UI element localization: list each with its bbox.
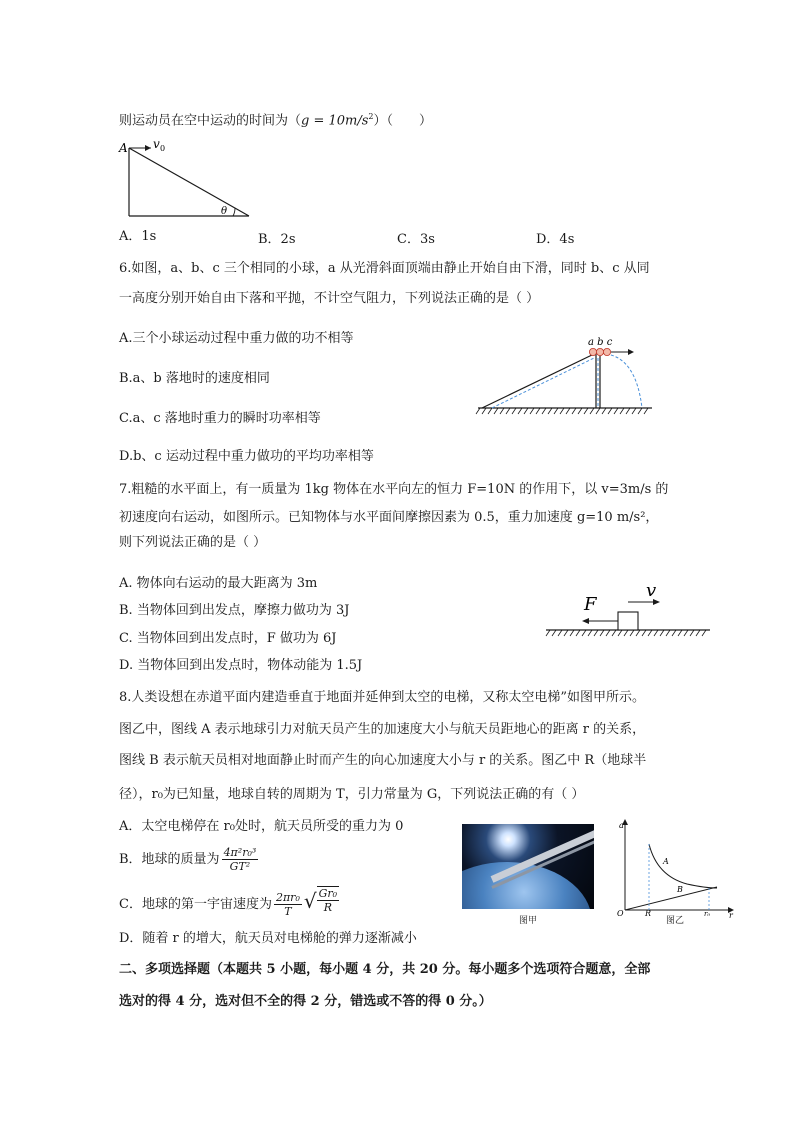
graph-label-origin: O [617, 909, 624, 918]
q5-slope-figure [115, 138, 255, 220]
q5-label-a: A [119, 141, 128, 155]
q6-option-b: B.a、b 落地时的速度相同 [119, 371, 270, 386]
q8-option-d: D．随着 r 的增大，航天员对电梯舱的弹力逐渐减小 [119, 931, 417, 946]
q6-ball-labels: a b c [588, 337, 613, 348]
q8-option-c-sqrt: √ $\frac{\text{Gr₀}}{R}$ [303, 887, 338, 914]
q6-incline-figure [476, 334, 656, 418]
acceleration-graph [617, 818, 737, 918]
q7-option-b: B. 当物体回到出发点，摩擦力做功为 3J [119, 603, 350, 618]
q7-label-v: v [646, 580, 657, 601]
q7-label-f: F [584, 594, 597, 615]
q5-option-d: D．4s [536, 232, 575, 247]
q6-stem-line1: 6.如图，a、b、c 三个相同的小球，a 从光滑斜面顶端由静止开始自由下滑，同时 b、c 从同 [119, 261, 650, 276]
q7-option-a: A. 物体向右运动的最大距离为 3m [119, 576, 318, 591]
q6-option-a: A.三个小球运动过程中重力做的功不相等 [119, 331, 354, 346]
graph-label-curve-b: B [677, 885, 683, 894]
q8-stem-line4: 径），r₀为已知量，地球自转的周期为 T，引力常量为 G，下列说法正确的有（ ） [119, 787, 585, 802]
graph-label-r0: r₀ [704, 910, 711, 918]
q7-option-d: D. 当物体回到出发点时，物体动能为 1.5J [119, 658, 363, 673]
q8-option-c: C．地球的第一宇宙速度为 $\frac{\text{2πr₀}}{T}$ √ $\frac{\text{Gr₀}}{R}$ [119, 886, 339, 923]
q6-stem-line2: 一高度分别开始自由下落和平抛，不计空气阻力，下列说法正确的是（ ） [119, 291, 540, 306]
graph-label-a: a [619, 821, 624, 830]
section2-header-line1: 二、多项选择题（本题共 5 小题，每小题 4 分，共 20 分。每小题多个选项符合题意，全部 [119, 962, 651, 977]
graph-label-r-axis: r [729, 911, 733, 920]
q5-stem: 则运动员在空中运动的时间为$(g = 10m/s^2)$（ ） [119, 112, 433, 129]
q6-option-c: C.a、c 落地时重力的瞬时功率相等 [119, 411, 321, 426]
q8-option-a: A．太空电梯停在 r₀处时，航天员所受的重力为 0 [119, 819, 404, 834]
graph-label-curve-a: A [663, 857, 669, 866]
caption-yi: 图乙 [666, 916, 685, 926]
space-elevator-photo [462, 824, 594, 909]
q8-option-b-fraction: $\frac{\text{4π²r₀³}}{\text{GT²}}$ [223, 846, 257, 873]
q7-stem-line2: 初速度向右运动，如图所示。已知物体与水平面间摩擦因素为 0.5，重力加速度 g=10 m/s²， [119, 510, 659, 525]
q5-option-b: B．2s [258, 232, 296, 247]
q7-stem-line3: 则下列说法正确的是（ ） [119, 535, 267, 550]
q8-stem-line3: 图线 B 表示航天员相对地面静止时而产生的向心加速度大小与 r 的关系。图乙中 R（地球半 [119, 753, 647, 768]
q7-stem-line1: 7.粗糙的水平面上，有一质量为 1kg 物体在水平向左的恒力 F=10N 的作用下，以 v=3m/s 的 [119, 482, 669, 497]
q5-g-expr: g = 10m/s [301, 113, 369, 129]
q8-stem-line2: 图乙中，图线 A 表示地球引力对航天员产生的加速度大小与航天员距地心的距离 r 的关系， [119, 722, 646, 737]
q5-option-a: A．1s [119, 229, 157, 244]
q6-option-d: D.b、c 运动过程中重力做功的平均功率相等 [119, 449, 374, 464]
q5-label-theta: θ [221, 206, 228, 217]
graph-label-r-earth: R [645, 909, 652, 918]
q7-option-c: C. 当物体回到出发点时，F 做功为 6J [119, 631, 337, 646]
caption-jia: 图甲 [519, 916, 538, 926]
q8-option-c-fraction: $\frac{\text{2πr₀}}{T}$ [275, 891, 300, 918]
q5-option-c: C．3s [397, 232, 435, 247]
section2-header-line2: 选对的得 4 分，选对但不全的得 2 分，错选或不答的得 0 分。） [119, 994, 492, 1009]
svg-text:0: 0 [160, 144, 166, 153]
q5-label-v0: v [153, 137, 160, 151]
q7-block-figure [546, 580, 714, 644]
q8-option-b: B．地球的质量为 $\frac{\text{4π²r₀³}}{\text{GT²}}$ [119, 846, 257, 873]
q8-stem-line1: 8.人类设想在赤道平面内建造垂直于地面并延伸到太空的电梯，又称太空电梯”如图甲所示。 [119, 690, 646, 705]
